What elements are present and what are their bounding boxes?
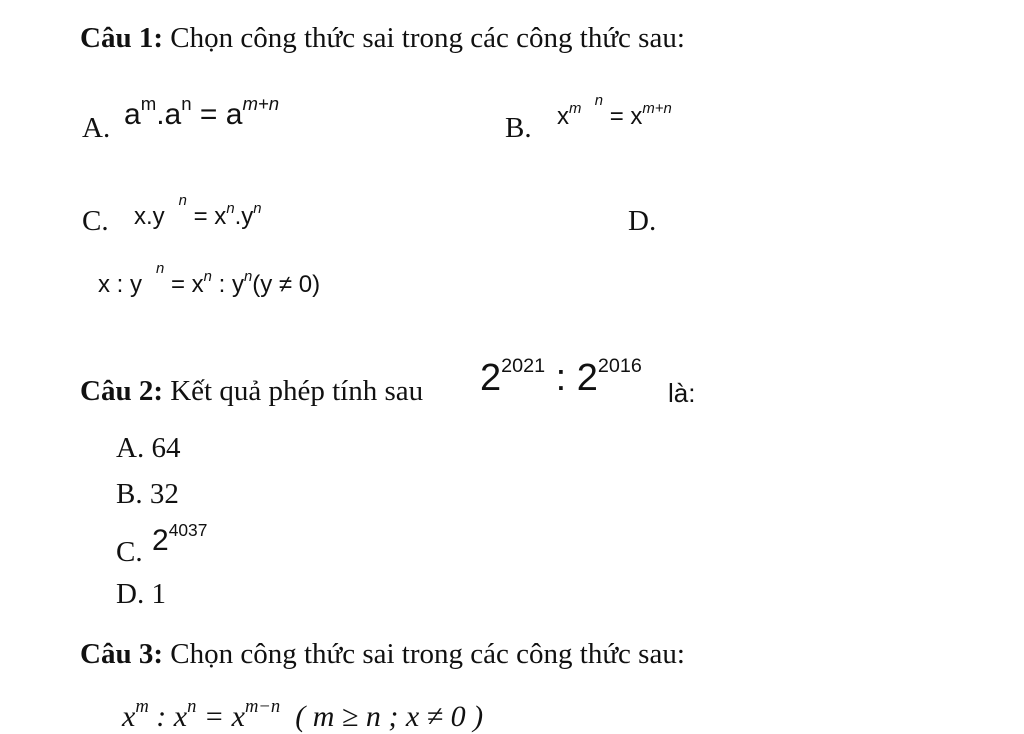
- q2-option-b: B. 32: [116, 478, 179, 510]
- question-1-label: Câu 1:: [80, 22, 163, 54]
- q2-option-c-letter: C.: [116, 536, 143, 568]
- q1-option-d-formula: [98, 260, 321, 299]
- q3-term: = x: [196, 700, 245, 733]
- question-1-text: Chọn công thức sai trong các công thức sau:: [170, 22, 685, 54]
- q1-d-term: x : y: [98, 271, 143, 298]
- question-2-label: Câu 2:: [80, 375, 163, 407]
- q1-a-exp: m: [140, 93, 157, 115]
- q1-a-term: .a: [156, 98, 182, 131]
- q1-c-exp: n: [253, 200, 262, 217]
- q1-a-exp: n: [181, 93, 192, 115]
- q2-option-c-formula: [152, 520, 208, 558]
- q2-operator: :: [545, 357, 577, 399]
- q1-c-term: .y: [234, 203, 254, 230]
- q1-c-term: x.y: [134, 203, 165, 230]
- q1-option-c-formula: [134, 192, 262, 231]
- q2-option-a: A. 64: [116, 432, 181, 464]
- q1-b-exp: m+n: [642, 100, 672, 117]
- q2-base: 2: [576, 357, 598, 399]
- question-2-expression: [480, 357, 642, 400]
- q3-exp: m: [135, 696, 149, 718]
- q3-condition: ( m ≥ n ; x ≠ 0 ): [280, 700, 484, 733]
- q1-d-condition: (y ≠ 0): [252, 271, 321, 298]
- question-2-text: Kết quả phép tính sau: [170, 375, 424, 407]
- q1-b-term: = x: [603, 103, 643, 130]
- q2-option-d: D. 1: [116, 578, 166, 610]
- question-3-label: Câu 3:: [80, 638, 163, 670]
- q3-option-a-formula-partial: [122, 696, 484, 734]
- q1-b-exp: m: [569, 100, 582, 117]
- q1-b-exp: n: [594, 92, 604, 109]
- q1-b-term: x: [557, 103, 569, 130]
- q3-term: : x: [148, 700, 188, 733]
- q1-option-a-letter: A.: [82, 112, 111, 144]
- q1-option-a-formula: [124, 93, 280, 132]
- q3-exp: m−n: [244, 696, 281, 718]
- question-3-heading: [80, 638, 685, 671]
- q2-c-exponent: 4037: [168, 520, 208, 541]
- q1-c-term: = x: [186, 203, 227, 230]
- question-2-suffix: là:: [668, 378, 696, 408]
- q1-b-term: [581, 103, 594, 130]
- q1-option-b-letter: B.: [505, 112, 532, 144]
- q1-d-exp: n: [243, 268, 253, 285]
- q1-c-exp: n: [178, 192, 187, 209]
- q1-a-term: = a: [191, 98, 243, 131]
- q2-exponent: 2016: [597, 355, 642, 378]
- q3-exp: n: [187, 696, 197, 718]
- q2-c-base: 2: [152, 524, 169, 557]
- q1-d-term: : y: [211, 271, 244, 298]
- q1-option-b-formula: [557, 92, 672, 131]
- question-2-heading: [80, 375, 423, 408]
- question-1-heading: [80, 22, 685, 55]
- q1-d-term: = x: [164, 271, 204, 298]
- q3-term: x: [122, 700, 136, 733]
- q2-base: 2: [480, 357, 502, 399]
- q1-a-exp: m+n: [242, 93, 280, 115]
- q1-a-term: a: [124, 98, 141, 131]
- question-3-text: Chọn công thức sai trong các công thức sau:: [170, 638, 685, 670]
- q2-exponent: 2021: [501, 355, 546, 378]
- q1-option-d-letter: D.: [628, 205, 657, 237]
- q1-option-c-letter: C.: [82, 205, 109, 237]
- q1-c-exp: n: [226, 200, 235, 217]
- q1-d-exp: n: [156, 260, 165, 277]
- q1-d-exp: n: [203, 268, 212, 285]
